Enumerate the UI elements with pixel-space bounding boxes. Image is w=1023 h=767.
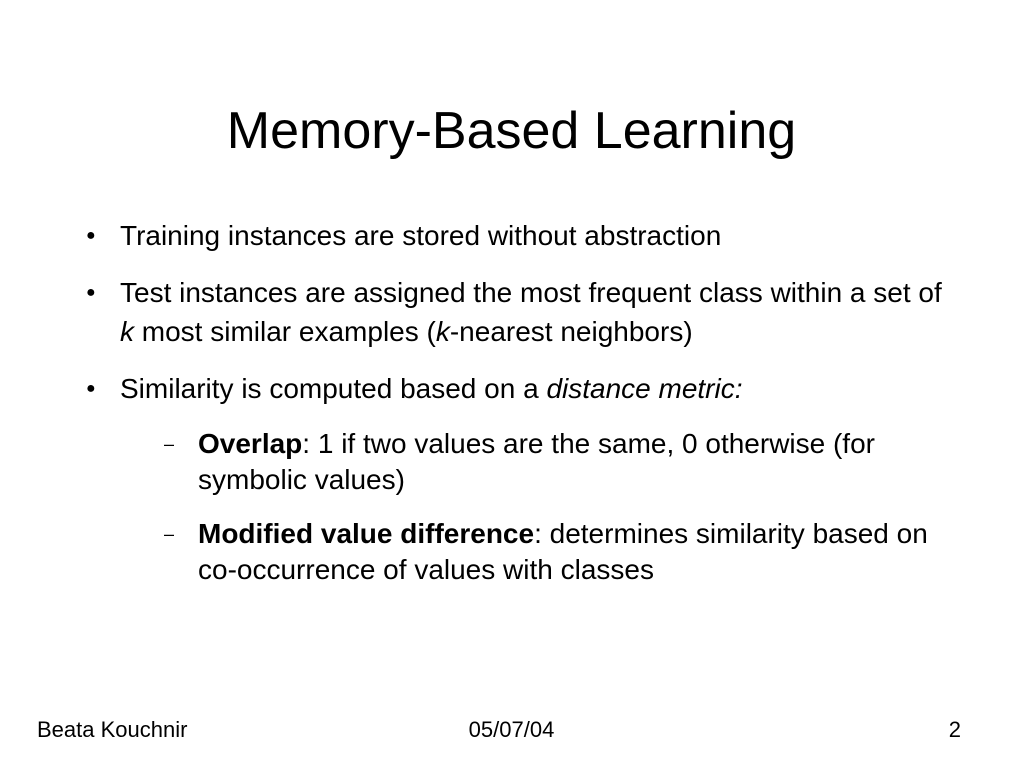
variable-k: k xyxy=(120,316,134,347)
footer-author: Beata Kouchnir xyxy=(37,717,188,742)
bullet-text: -nearest neighbors) xyxy=(449,316,693,347)
bullet-text: most similar examples ( xyxy=(134,316,436,347)
bullet-dot-icon: ● xyxy=(86,227,96,244)
bullet-list xyxy=(86,216,946,606)
variable-k: k xyxy=(435,316,450,347)
sub-bullet-item xyxy=(164,516,946,588)
dash-icon: – xyxy=(164,434,175,454)
bullet-item xyxy=(86,273,946,351)
sub-bullet-list xyxy=(120,426,946,588)
bullet-text: Similarity is computed based on a xyxy=(120,373,547,404)
bullet-text: Test instances are assigned the most frequent class within a set of xyxy=(120,277,942,308)
footer-date: 05/07/04 xyxy=(468,717,555,742)
term-label: Modified value difference xyxy=(198,518,535,549)
bullet-text: Training instances are stored without abstraction xyxy=(120,220,722,251)
dash-icon: – xyxy=(164,524,175,544)
slide-title: Memory-Based Learning xyxy=(226,102,797,160)
bullet-dot-icon: ● xyxy=(86,380,96,397)
sub-bullet-text: : 1 if two values are the same, 0 otherwise (for symbolic values) xyxy=(198,428,875,495)
bullet-dot-icon: ● xyxy=(86,284,96,301)
term-label: Overlap xyxy=(198,428,303,459)
bullet-item xyxy=(86,369,946,588)
emphasis-text: distance metric: xyxy=(546,373,743,404)
footer-page-number: 2 xyxy=(948,717,961,742)
bullet-item xyxy=(86,216,946,255)
sub-bullet-text: : determines similarity based on co-occurrence of values with classes xyxy=(198,518,928,585)
sub-bullet-item xyxy=(164,426,946,498)
